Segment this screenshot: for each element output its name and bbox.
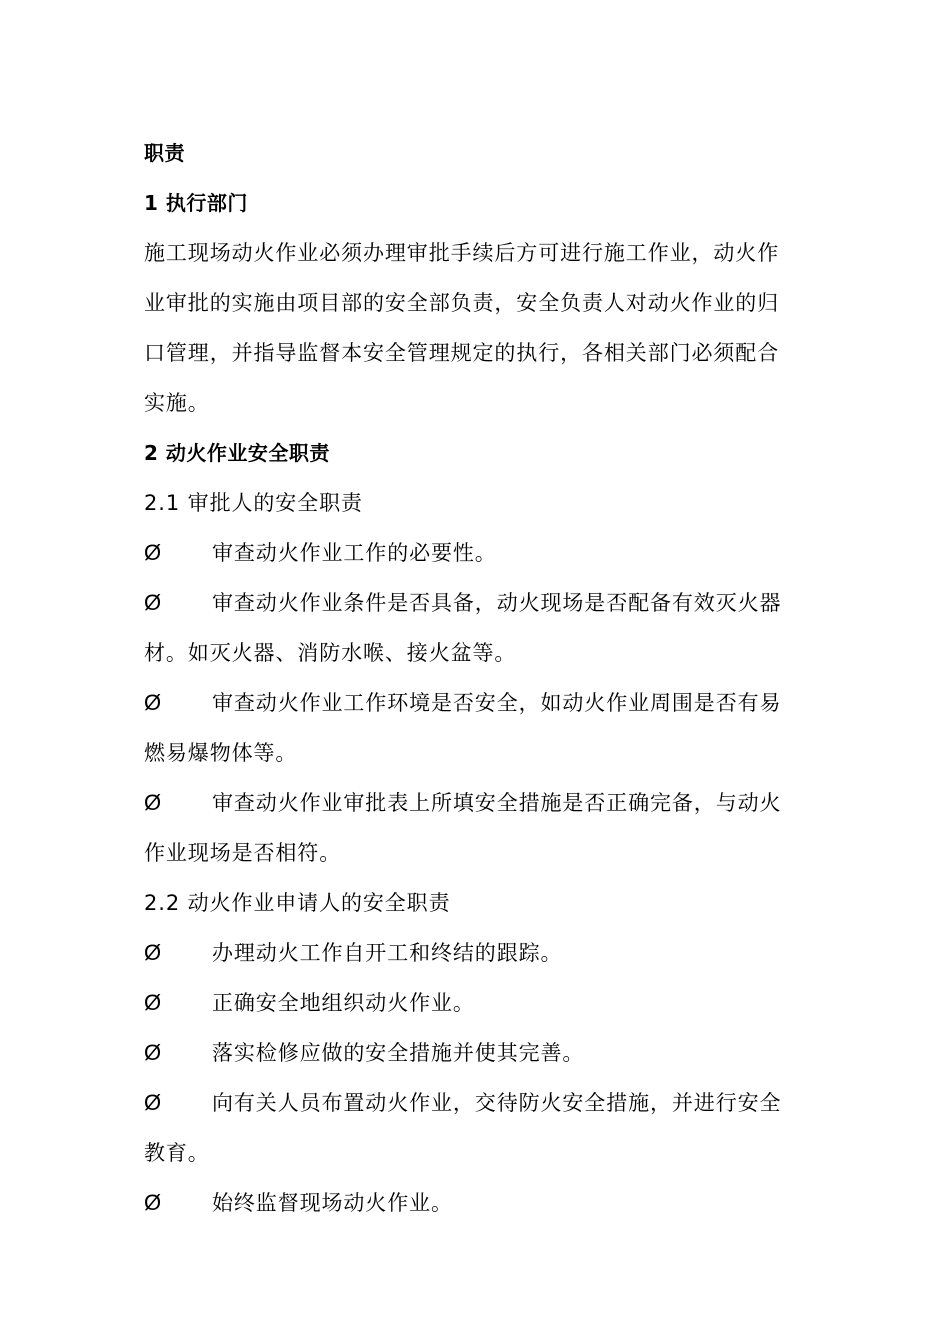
list-item <box>144 678 804 778</box>
list-item <box>144 1078 804 1178</box>
document-body <box>144 128 804 1228</box>
list-item-continuation: 燃易爆物体等。 <box>144 741 298 765</box>
list-item <box>144 978 804 1028</box>
bullet-icon: Ø <box>144 1190 162 1215</box>
list-item <box>144 1028 804 1078</box>
bullet-icon: Ø <box>144 690 162 715</box>
bullet-icon: Ø <box>144 540 162 565</box>
list-item-text: 向有关人员布置动火作业，交待防火安全措施，并进行安全 <box>212 1091 782 1115</box>
bullet-icon: Ø <box>144 590 162 615</box>
list-item-continuation: 作业现场是否相符。 <box>144 841 342 865</box>
list-item <box>144 578 804 678</box>
subsection-2-2-list <box>144 928 804 1228</box>
subsection-2-2-heading: 2.2 动火作业申请人的安全职责 <box>144 891 451 915</box>
list-item-continuation: 材。如灭火器、消防水喉、接火盆等。 <box>144 641 517 665</box>
paragraph-line: 业审批的实施由项目部的安全部负责，安全负责人对动火作业的归 <box>144 291 780 315</box>
paragraph-line: 口管理，并指导监督本安全管理规定的执行，各相关部门必须配合 <box>144 341 780 365</box>
bullet-icon: Ø <box>144 1090 162 1115</box>
list-item-text: 正确安全地组织动火作业。 <box>212 991 475 1015</box>
section-1-paragraph <box>144 228 804 428</box>
list-item-text: 审查动火作业审批表上所填安全措施是否正确完备，与动火 <box>212 791 782 815</box>
bullet-icon: Ø <box>144 990 162 1015</box>
bullet-icon: Ø <box>144 940 162 965</box>
list-item <box>144 928 804 978</box>
bullet-icon: Ø <box>144 1040 162 1065</box>
page-title: 职责 <box>144 141 185 165</box>
subsection-2-1-heading: 2.1 审批人的安全职责 <box>144 491 363 515</box>
list-item <box>144 1178 804 1228</box>
list-item <box>144 528 804 578</box>
bullet-icon: Ø <box>144 790 162 815</box>
list-item-text: 始终监督现场动火作业。 <box>212 1191 453 1215</box>
list-item-text: 审查动火作业条件是否具备，动火现场是否配备有效灭火器 <box>212 591 782 615</box>
list-item-text: 办理动火工作自开工和终结的跟踪。 <box>212 941 563 965</box>
paragraph-line: 施工现场动火作业必须办理审批手续后方可进行施工作业，动火作 <box>144 241 780 265</box>
list-item-text: 落实检修应做的安全措施并使其完善。 <box>212 1041 585 1065</box>
list-item-text: 审查动火作业工作环境是否安全，如动火作业周围是否有易 <box>212 691 782 715</box>
section-2-heading: 2 动火作业安全职责 <box>144 441 330 465</box>
section-1-heading: 1 执行部门 <box>144 191 248 215</box>
subsection-2-1-list <box>144 528 804 878</box>
list-item <box>144 778 804 878</box>
list-item-continuation: 教育。 <box>144 1141 210 1165</box>
list-item-text: 审查动火作业工作的必要性。 <box>212 541 497 565</box>
paragraph-line: 实施。 <box>144 391 210 415</box>
